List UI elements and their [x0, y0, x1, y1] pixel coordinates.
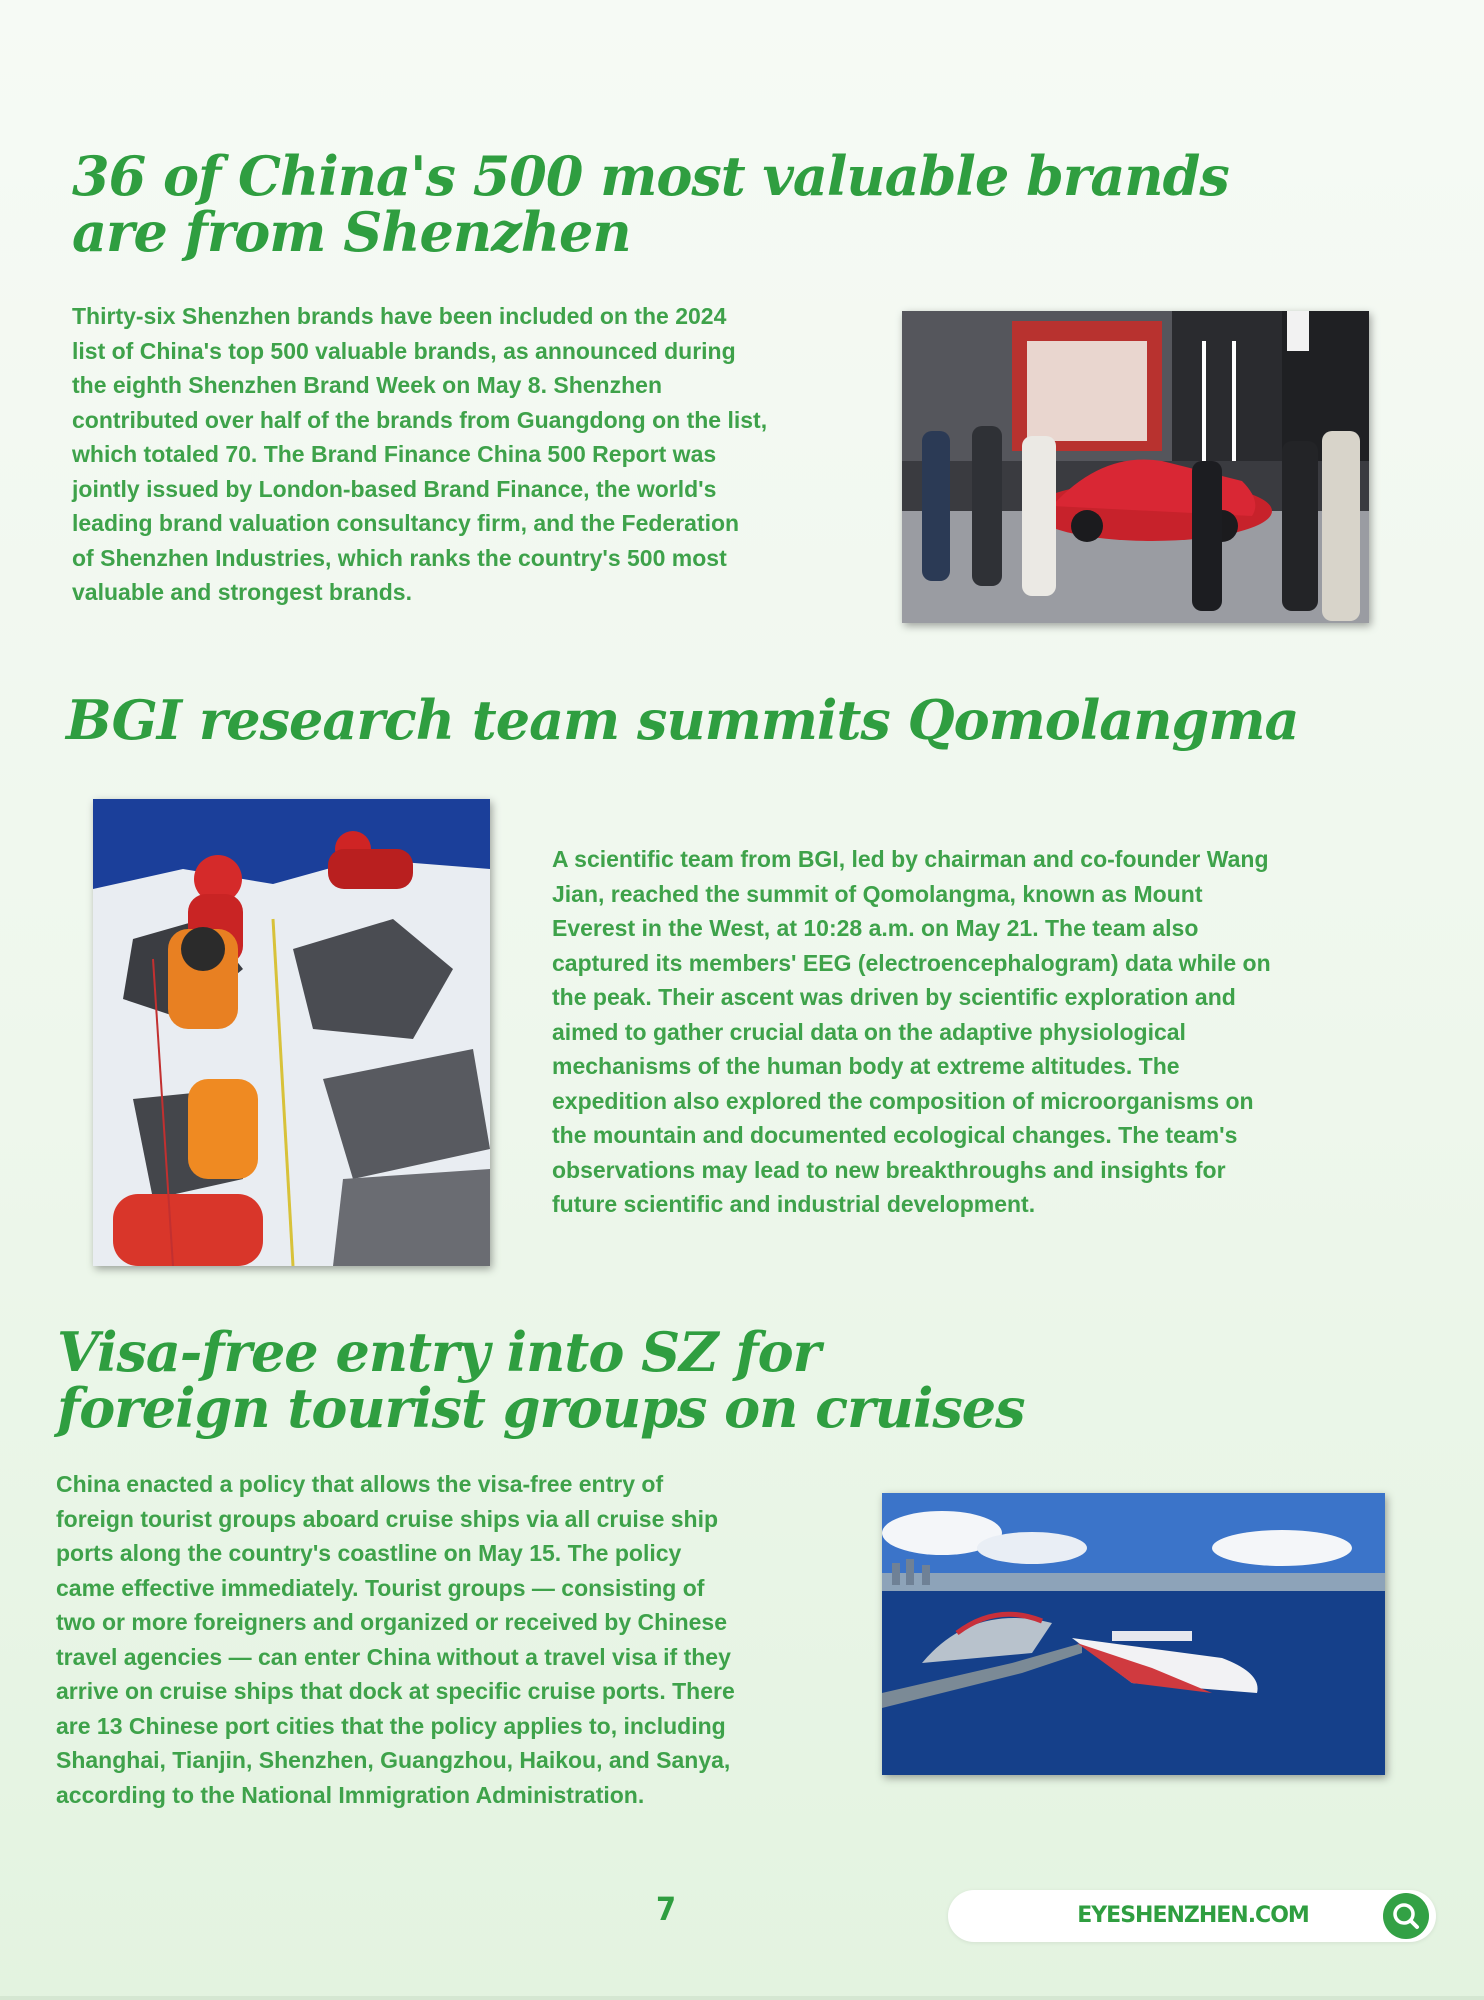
page-number: 7: [655, 1890, 677, 1928]
site-url[interactable]: EYESHENZHEN.COM: [1077, 1903, 1309, 1928]
article-1-title: 36 of China's 500 most valuable brands are from Shenzhen: [72, 144, 1229, 264]
article-3-title: Visa-free entry into SZ for foreign tourist groups on cruises: [57, 1320, 1025, 1440]
bottom-divider: [0, 1996, 1484, 2000]
article-1-body: Thirty-six Shenzhen brands have been included on the 2024 list of China's top 500 valuable brands, as announced during the eighth Shenzhen Brand Week on May 8. Shenzhen contributed over half of the brands from Guangdong on the list, which totaled 70. The Brand Finance China 500 Report was jointly issued by London-based Brand Finance, the world's leading brand valuation consultancy firm, and the Federation of Shenzhen Industries, which ranks the country's 500 most valuable and strongest brands.: [72, 303, 768, 605]
search-icon[interactable]: [1383, 1893, 1429, 1939]
article-2-body: A scientific team from BGI, led by chairman and co-founder Wang Jian, reached the summit of Qomolangma, known as Mount Everest in the West, at 10:28 a.m. on May 21. The team also captured its members' EEG (electroencephalogram) data while on the peak. Their ascent was driven by scientific exploration and aimed to gather crucial data on the adaptive physiological mechanisms of the human body at extreme altitudes. The expedition also explored the composition of microorganisms on the mountain and documented ecological changes. The team's observations may lead to new breakthroughs and insights for future scientific and industrial development.: [552, 846, 1271, 1217]
article-2-title: BGI research team summits Qomolangma: [66, 688, 1299, 752]
site-link-pill[interactable]: [948, 1890, 1436, 1942]
cruise-ship-port-photo: [882, 1493, 1385, 1775]
brand-expo-car-photo: [902, 311, 1369, 623]
article-3-body: China enacted a policy that allows the visa-free entry of foreign tourist groups aboard cruise ships via all cruise ship ports along the country's coastline on May 15. The policy came effective immediately. Tourist groups — consisting of two or more foreigners and organized or received by Chinese travel agencies — can enter China without a travel visa if they arrive on cruise ships that dock at specific cruise ports. There are 13 Chinese port cities that the policy applies to, including Shanghai, Tianjin, Shenzhen, Guangzhou, Haikou, and Sanya, according to the National Immigration Administration.: [56, 1471, 735, 1808]
qomolangma-climbers-photo: [93, 799, 490, 1266]
